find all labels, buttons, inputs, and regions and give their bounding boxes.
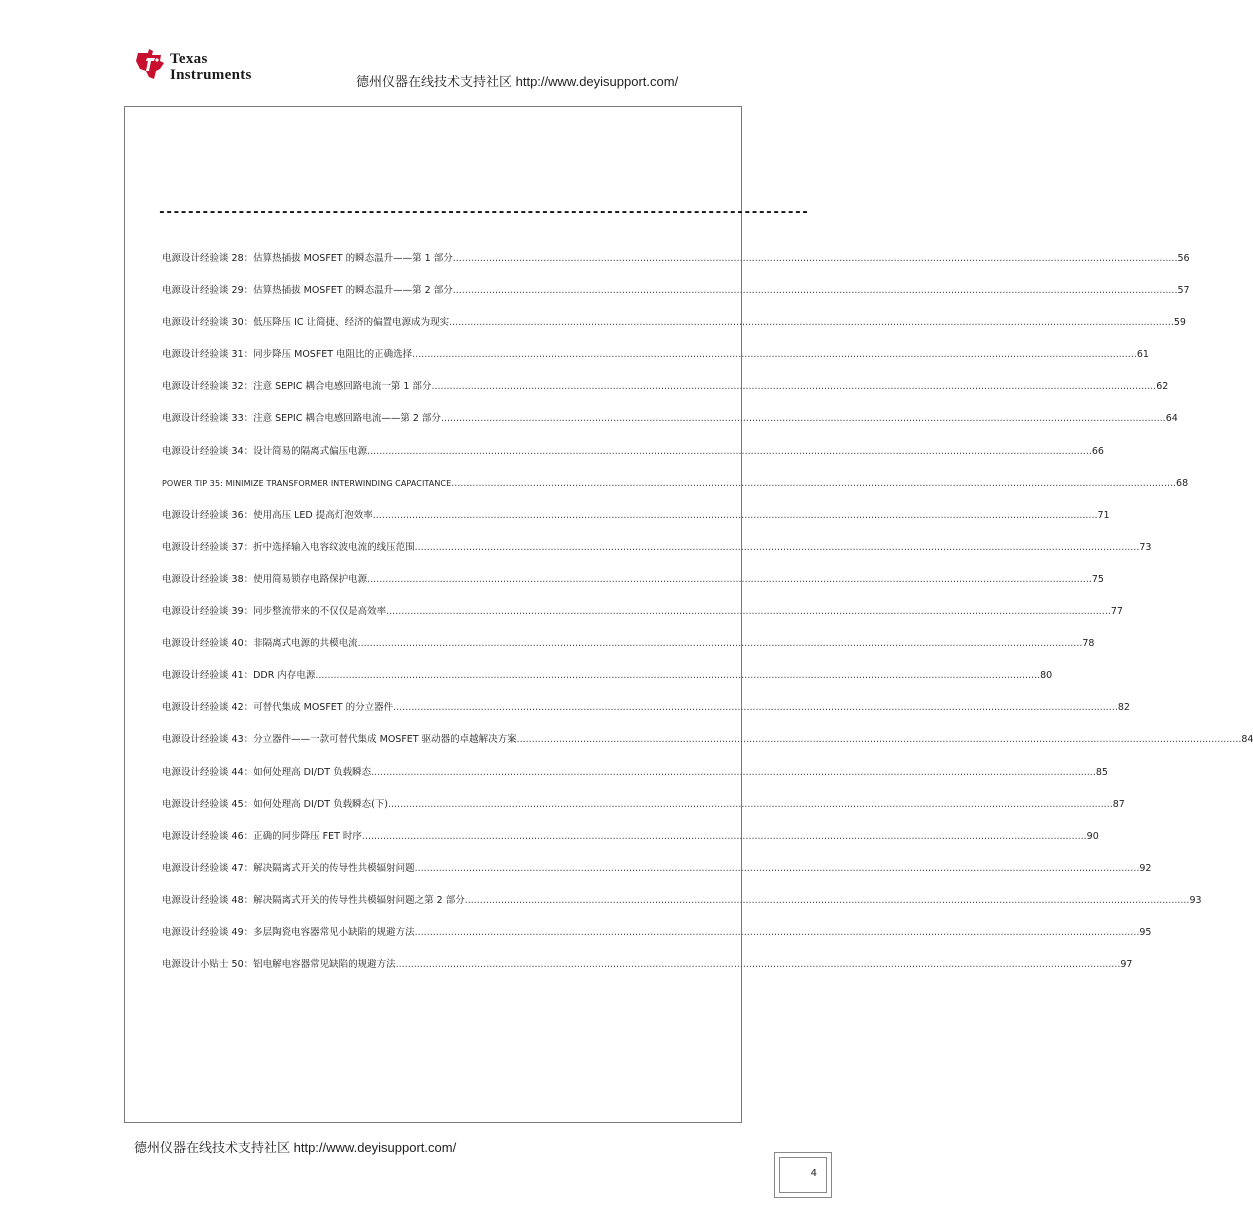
toc-entry-title: 电源设计经验谈 33：注意 SEPIC 耦合电感回路电流——第 2 部分 — [162, 413, 441, 425]
toc-entry[interactable] — [162, 733, 1253, 765]
toc-entry-title: 电源设计经验谈 31：同步降压 MOSFET 电阻比的正确选择 — [162, 349, 413, 361]
brand-line-1: Texas — [170, 51, 208, 67]
toc-entry[interactable] — [162, 605, 1123, 637]
toc-dot-leader — [373, 509, 1098, 522]
toc-entry-page: 75 — [1091, 573, 1104, 585]
toc-entry[interactable] — [162, 284, 1190, 316]
toc-entry-page: 80 — [1040, 670, 1053, 682]
toc-dot-leader — [362, 830, 1087, 843]
toc-entry[interactable] — [162, 669, 1053, 701]
toc-entry[interactable] — [162, 348, 1149, 380]
toc-entry-title: 电源设计经验谈 32：注意 SEPIC 耦合电感回路电流一第 1 部分 — [162, 381, 432, 393]
toc-entry-title: 电源设计经验谈 47：解决隔离式开关的传导性共模辐射问题 — [162, 862, 415, 874]
toc-entry[interactable] — [162, 830, 1099, 862]
toc-dot-leader — [415, 926, 1140, 939]
toc-entry-page: 95 — [1139, 926, 1152, 938]
toc-entry[interactable] — [162, 541, 1152, 573]
toc-entry-page: 82 — [1117, 702, 1130, 714]
toc-entry[interactable] — [162, 316, 1186, 348]
toc-entry-page: 64 — [1165, 413, 1178, 425]
toc-entry-page: 66 — [1091, 445, 1104, 457]
toc-dot-leader — [415, 541, 1140, 554]
toc-entry-title: 电源设计经验谈 29：估算热插拔 MOSFET 的瞬态温升——第 2 部分 — [162, 285, 453, 297]
toc-dot-leader — [393, 701, 1118, 714]
toc-entry-title: 电源设计经验谈 34：设计简易的隔离式偏压电源 — [162, 445, 368, 457]
toc-entry-page: 56 — [1177, 253, 1190, 264]
dashed-divider: ------------------------------------------------------------------------------------------ — [158, 205, 809, 220]
toc-entry-title: 电源设计经验谈 48：解决隔离式开关的传导性共模辐射问题之第 2 部分 — [162, 894, 465, 906]
toc-dot-leader — [367, 445, 1092, 458]
ti-logo — [134, 47, 294, 91]
toc-entry-page: 93 — [1189, 894, 1202, 906]
toc-entry-page: 92 — [1139, 862, 1152, 874]
toc-entry-page: 77 — [1110, 606, 1123, 618]
toc-entry-title: 电源设计经验谈 28：估算热插拔 MOSFET 的瞬态温升——第 1 部分 — [162, 253, 453, 264]
toc-entry[interactable] — [162, 701, 1130, 733]
toc-dot-leader — [315, 669, 1040, 682]
toc-entry[interactable] — [162, 862, 1152, 894]
toc-entry-title: 电源设计经验谈 40：非隔离式电源的共模电流 — [162, 638, 358, 650]
toc-entry[interactable] — [162, 445, 1104, 477]
toc-entry[interactable] — [162, 958, 1133, 990]
toc-entry-title: 电源设计经验谈 37：折中选择输入电容纹波电流的线压范围 — [162, 541, 415, 553]
toc-entry-title: 电源设计经验谈 30：低压降压 IC 让简捷、经济的偏置电源成为现实 — [162, 317, 450, 329]
toc-dot-leader — [449, 316, 1174, 329]
toc-entry[interactable] — [162, 894, 1202, 926]
toc-dot-leader — [386, 605, 1111, 618]
toc-dot-leader — [451, 477, 1176, 490]
toc-entry-title: 电源设计经验谈 39：同步整流带来的不仅仅是高效率 — [162, 606, 387, 618]
toc-entry-page: 61 — [1136, 349, 1149, 361]
toc-entry-page: 78 — [1082, 638, 1095, 650]
toc-dot-leader — [415, 862, 1140, 875]
toc-entry-page: 84 — [1241, 734, 1253, 746]
table-of-contents — [162, 252, 1253, 990]
toc-entry-title: 电源设计经验谈 46：正确的同步降压 FET 时序 — [162, 830, 362, 842]
toc-entry-title: 电源设计经验谈 38：使用简易锁存电路保护电源 — [162, 573, 368, 585]
toc-entry-title: 电源设计小贴士 50：铝电解电容器常见缺陷的规避方法 — [162, 959, 396, 971]
toc-dot-leader — [367, 573, 1092, 586]
toc-entry[interactable] — [162, 926, 1152, 958]
toc-dot-leader — [358, 637, 1083, 650]
toc-dot-leader — [431, 380, 1156, 393]
footer-site-text: 德州仪器在线技术支持社区 http://www.deyisupport.com/ — [134, 1140, 457, 1155]
toc-entry[interactable] — [162, 477, 1189, 509]
toc-dot-leader — [412, 348, 1137, 361]
toc-entry-page: 85 — [1095, 766, 1108, 778]
ti-logo-icon — [134, 47, 168, 81]
toc-entry[interactable] — [162, 766, 1108, 798]
toc-dot-leader — [453, 284, 1178, 297]
toc-entry[interactable] — [162, 412, 1178, 444]
toc-entry-title: 电源设计经验谈 44：如何处理高 DI/DT 负载瞬态 — [162, 766, 372, 778]
toc-entry-page: 90 — [1086, 830, 1099, 842]
toc-entry[interactable] — [162, 798, 1125, 830]
toc-entry-page: 97 — [1120, 959, 1133, 971]
toc-entry[interactable] — [162, 380, 1169, 412]
toc-dot-leader — [465, 894, 1190, 907]
toc-entry[interactable] — [162, 252, 1190, 284]
page-number-box — [774, 1152, 832, 1198]
brand-line-2: Instruments — [170, 67, 252, 83]
toc-entry[interactable] — [162, 637, 1095, 669]
toc-entry-title: 电源设计经验谈 42：可替代集成 MOSFET 的分立器件 — [162, 702, 394, 714]
toc-entry-page: 59 — [1173, 317, 1186, 329]
toc-entry-title: 电源设计经验谈 45：如何处理高 DI/DT 负载瞬态(下) — [162, 798, 388, 810]
toc-entry[interactable] — [162, 573, 1104, 605]
toc-dot-leader — [441, 412, 1166, 425]
toc-dot-leader — [453, 252, 1178, 265]
toc-entry-title: 电源设计经验谈 43：分立器件——一款可替代集成 MOSFET 驱动器的卓越解决方案 — [162, 734, 517, 746]
toc-entry-page: 71 — [1097, 509, 1110, 521]
toc-entry-page: 62 — [1156, 381, 1169, 393]
toc-dot-leader — [396, 958, 1121, 971]
toc-entry[interactable] — [162, 509, 1110, 541]
toc-dot-leader — [517, 733, 1242, 746]
toc-entry-title: 电源设计经验谈 49：多层陶瓷电容器常见小缺陷的规避方法 — [162, 926, 415, 938]
toc-dot-leader — [371, 766, 1096, 779]
toc-entry-title: POWER TIP 35: MINIMIZE TRANSFORMER INTERWINDING CAPACITANCE — [162, 478, 452, 488]
toc-entry-page: 87 — [1112, 798, 1125, 810]
toc-dot-leader — [388, 798, 1113, 811]
header-site-text: 德州仪器在线技术支持社区 http://www.deyisupport.com/ — [356, 74, 679, 89]
toc-entry-page: 57 — [1177, 285, 1190, 297]
toc-entry-title: 电源设计经验谈 36：使用高压 LED 提高灯泡效率 — [162, 509, 373, 521]
toc-entry-page: 68 — [1176, 477, 1189, 489]
toc-entry-title: 电源设计经验谈 41：DDR 内存电源 — [162, 670, 316, 682]
page-number: 4 — [810, 1168, 817, 1179]
toc-entry-page: 73 — [1139, 541, 1152, 553]
